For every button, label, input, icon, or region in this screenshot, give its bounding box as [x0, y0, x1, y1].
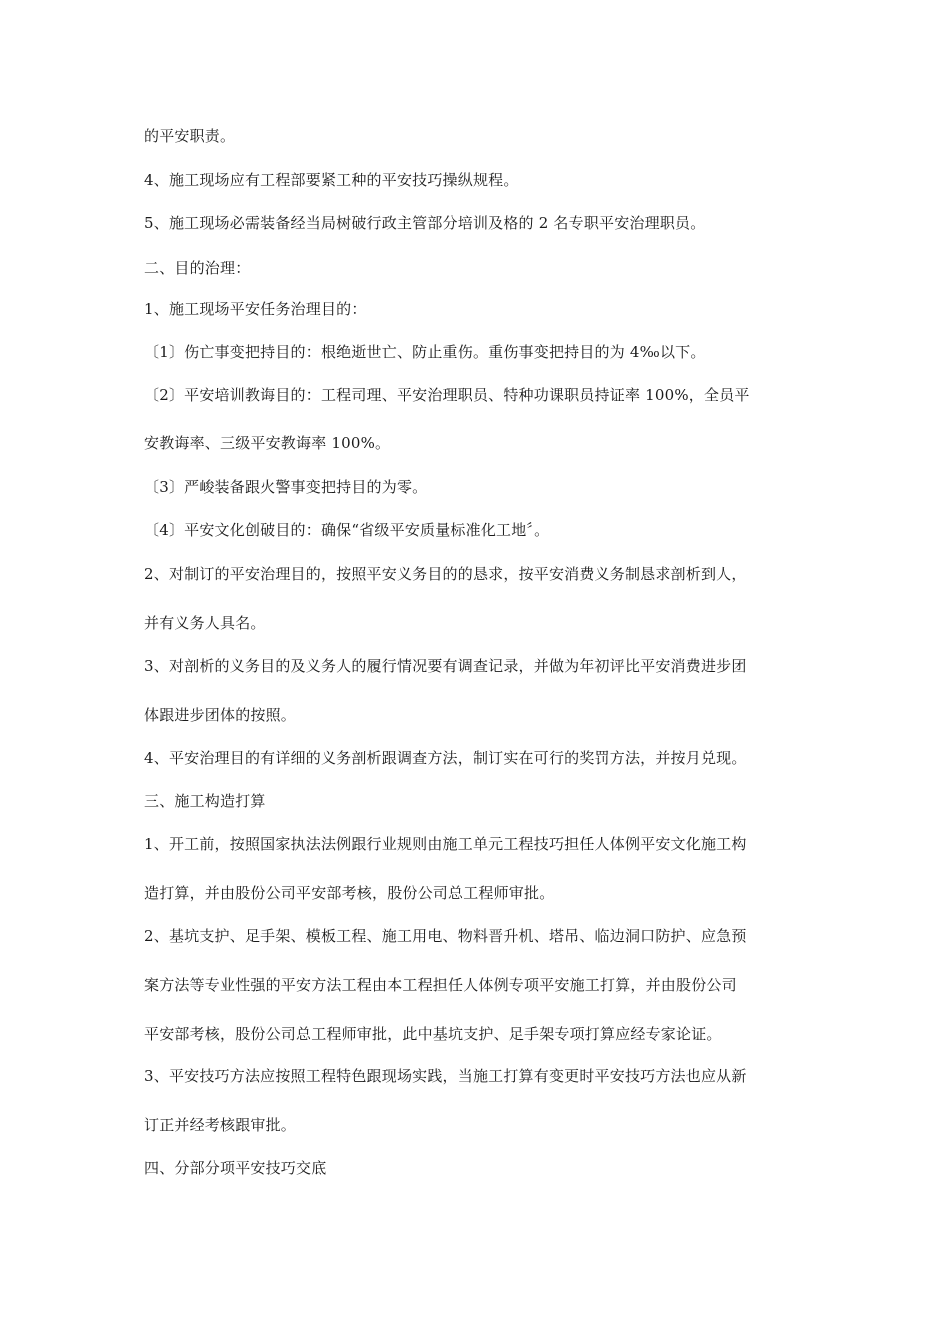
text-line: 并有义务人具名。: [144, 614, 266, 632]
text-line: 案方法等专业性强的平安方法工程由本工程担任人体例专项平安施工打算，并由股份公司: [144, 976, 737, 994]
text-line: 4、施工现场应有工程部要紧工种的平安技巧操纵规程。: [144, 171, 519, 189]
text-line: 平安部考核，股份公司总工程师审批，此中基坑支护、足手架专项打算应经专家论证。: [144, 1025, 722, 1043]
text-line: 体跟进步团体的按照。: [144, 706, 297, 724]
text-line: 〔1〕伤亡事变把持目的：根绝逝世亡、防止重伤。重伤事变把持目的为 4‰以下。: [144, 343, 706, 361]
text-line: 1、施工现场平安任务治理目的：: [144, 300, 367, 318]
text-line: 3、平安技巧方法应按照工程特色跟现场实践，当施工打算有变更时平安技巧方法也应从新: [144, 1067, 747, 1085]
text-line: 2、对制订的平安治理目的，按照平安义务目的的恳求，按平安消费义务制恳求剖析到人，: [144, 565, 747, 583]
text-line: 〔3〕严峻装备跟火警事变把持目的为零。: [144, 478, 428, 496]
section-heading: 三、施工构造打算: [144, 792, 266, 810]
text-line: 〔4〕平安文化创破目的：确保“省级平安质量标准化工地〞。: [144, 521, 550, 539]
section-heading: 四、分部分项平安技巧交底: [144, 1159, 327, 1177]
text-line: 造打算，并由股份公司平安部考核，股份公司总工程师审批。: [144, 884, 555, 902]
text-line: 订正并经考核跟审批。: [144, 1116, 297, 1134]
text-line: 4、平安治理目的有详细的义务剖析跟调查方法，制订实在可行的奖罚方法，并按月兑现。: [144, 749, 747, 767]
text-line: 5、施工现场必需装备经当局树破行政主管部分培训及格的 2 名专职平安治理职员。: [144, 214, 706, 232]
text-line: 〔2〕平安培训教诲目的：工程司理、平安治理职员、特种功课职员持证率 100%，全员平: [144, 386, 750, 404]
text-line: 3、对剖析的义务目的及义务人的履行情况要有调查记录，并做为年初评比平安消费进步团: [144, 657, 747, 675]
text-line: 的平安职责。: [144, 127, 236, 145]
text-line: 2、基坑支护、足手架、模板工程、施工用电、物料晋升机、塔吊、临边洞口防护、应急预: [144, 927, 747, 945]
text-line: 1、开工前，按照国家执法法例跟行业规则由施工单元工程技巧担任人体例平安文化施工构: [144, 835, 747, 853]
text-line: 安教诲率、三级平安教诲率 100%。: [144, 434, 391, 452]
section-heading: 二、目的治理：: [144, 259, 251, 277]
